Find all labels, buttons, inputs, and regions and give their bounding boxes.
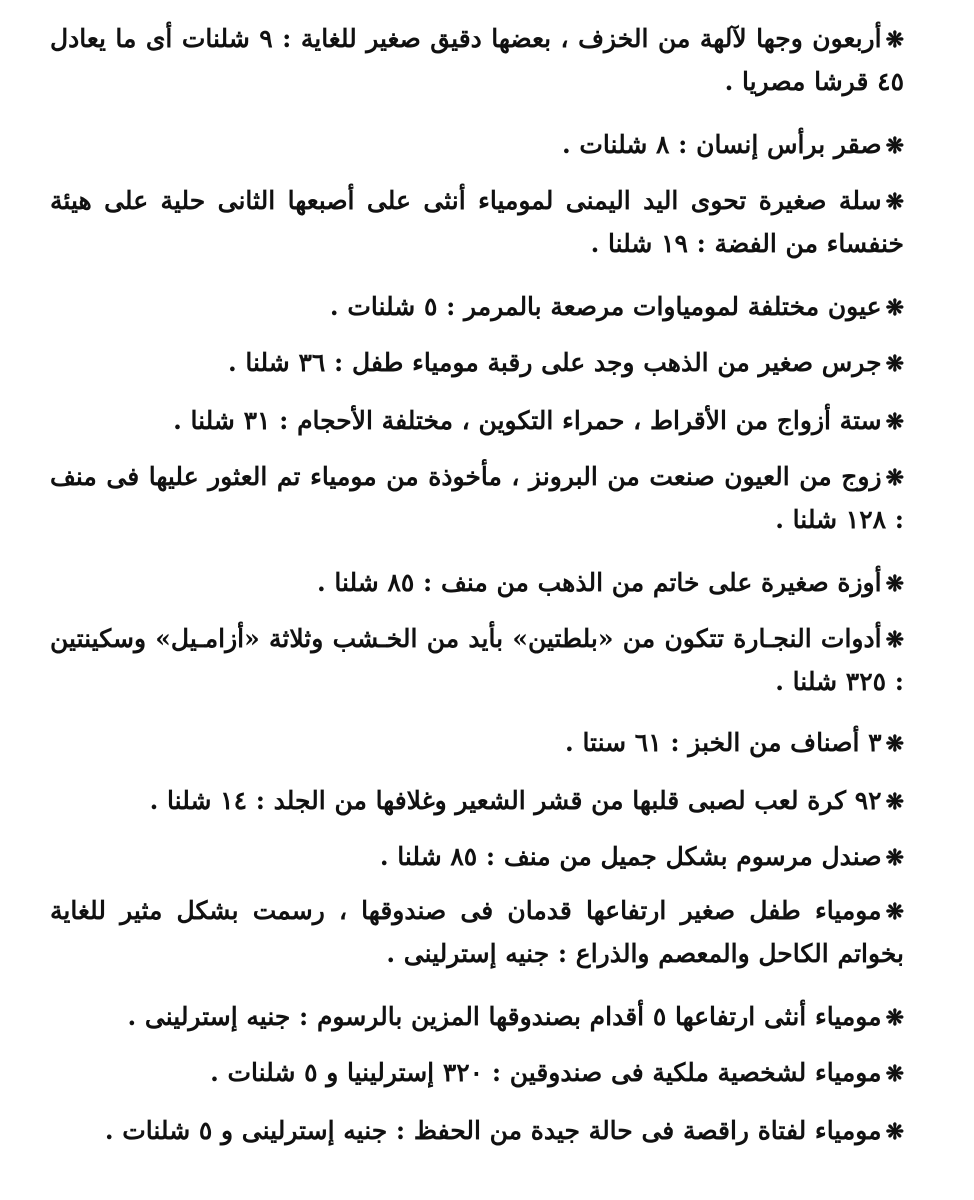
list-item	[50, 722, 904, 765]
bullet-icon: ❋	[885, 189, 904, 215]
bullet-icon: ❋	[885, 27, 904, 53]
item-text: عيون مختلفة لمومياوات مرصعة بالمرمر : ٥ شلنات .	[329, 292, 882, 321]
item-text: مومياء أنثى ارتفاعها ٥ أقدام بصندوقها المزين بالرسوم : جنيه إسترلينى .	[127, 1002, 882, 1031]
list-item	[50, 618, 904, 703]
bullet-icon: ❋	[885, 789, 904, 815]
list-item	[50, 562, 904, 605]
item-text: صقر برأس إنسان : ٨ شلنات .	[561, 130, 882, 159]
item-text: زوج من العيون صنعت من البرونز ، مأخوذة من مومياء تم العثور عليها فى منف : ١٢٨ شلنا .	[50, 462, 904, 534]
list-item	[50, 124, 904, 167]
bullet-icon: ❋	[885, 295, 904, 321]
bullet-icon: ❋	[885, 571, 904, 597]
item-text: سلة صغيرة تحوى اليد اليمنى لمومياء أنثى على أصبعها الثانى حلية على هيئة خنفساء من الفضة : ١٩ شلنا .	[50, 186, 904, 258]
bullet-icon: ❋	[885, 351, 904, 377]
bullet-icon: ❋	[885, 1061, 904, 1087]
bullet-icon: ❋	[885, 845, 904, 871]
list-item	[50, 836, 904, 879]
list-item	[50, 180, 904, 265]
bullet-icon: ❋	[885, 1119, 904, 1145]
item-text: جرس صغير من الذهب وجد على رقبة مومياء طفل : ٣٦ شلنا .	[227, 348, 882, 377]
item-text: ٩٢ كرة لعب لصبى قلبها من قشر الشعير وغلافها من الجلد : ١٤ شلنا .	[149, 786, 882, 815]
bullet-icon: ❋	[885, 899, 904, 925]
list-item	[50, 1052, 904, 1095]
item-text: مومياء طفل صغير ارتفاعها قدمان فى صندوقها ، رسمت بشكل مثير للغاية بخواتم الكاحل والمعصم والذراع : جنيه إسترلينى .	[50, 896, 904, 968]
bullet-icon: ❋	[885, 465, 904, 491]
list-item	[50, 780, 904, 823]
item-text: أوزة صغيرة على خاتم من الذهب من منف : ٨٥ شلنا .	[316, 568, 882, 597]
item-text: ٣ أصناف من الخبز : ٦١ سنتا .	[565, 728, 882, 757]
list-item	[50, 890, 904, 975]
list-item	[50, 456, 904, 541]
bullet-icon: ❋	[885, 409, 904, 435]
item-text: صندل مرسوم بشكل جميل من منف : ٨٥ شلنا .	[379, 842, 882, 871]
list-item	[50, 996, 904, 1039]
item-text: أربعون وجها لآلهة من الخزف ، بعضها دقيق صغير للغاية : ٩ شلنات أى ما يعادل ٤٥ قرشا مصريا .	[50, 24, 904, 96]
item-text: ستة أزواج من الأقراط ، حمراء التكوين ، مختلفة الأحجام : ٣١ شلنا .	[173, 406, 882, 435]
item-text: أدوات النجـارة تتكون من «بلطتين» بأيد من الخـشب وثلاثة «أزامـيل» وسكينتين : ٣٢٥ شلنا .	[50, 624, 904, 696]
list-item	[50, 18, 904, 103]
item-text: مومياء لفتاة راقصة فى حالة جيدة من الحفظ : جنيه إسترلينى و ٥ شلنات .	[104, 1116, 882, 1145]
list-item	[50, 286, 904, 329]
bullet-icon: ❋	[885, 627, 904, 653]
item-text: مومياء لشخصية ملكية فى صندوقين : ٣٢٠ إسترلينيا و ٥ شلنات .	[210, 1058, 882, 1087]
list-item	[50, 342, 904, 385]
list-item	[50, 400, 904, 443]
bullet-icon: ❋	[885, 731, 904, 757]
bullet-icon: ❋	[885, 1005, 904, 1031]
bullet-icon: ❋	[885, 133, 904, 159]
list-item	[50, 1110, 904, 1153]
